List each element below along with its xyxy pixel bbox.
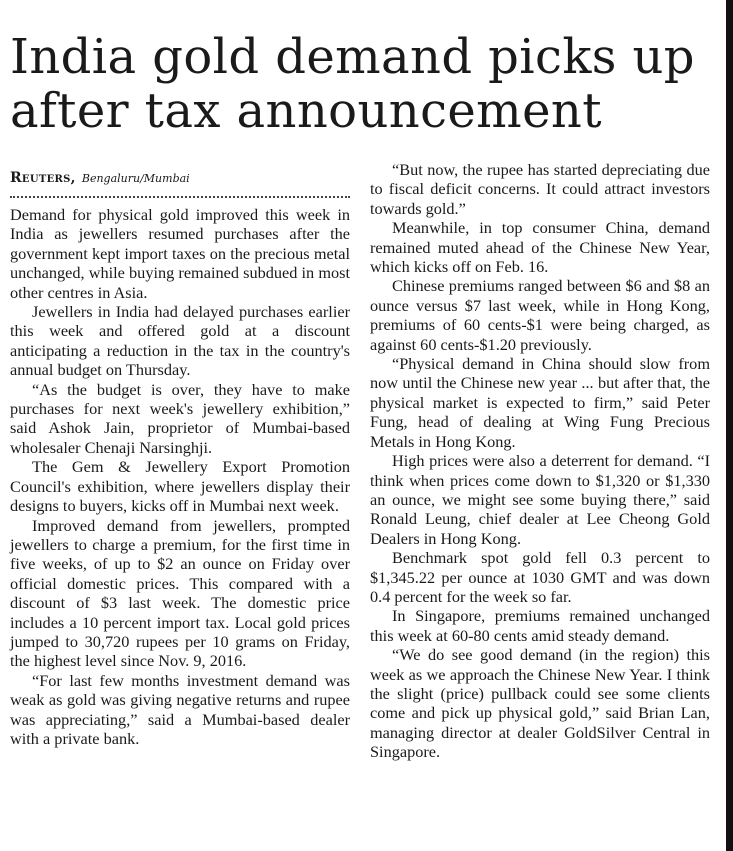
paragraph: Benchmark spot gold fell 0.3 percent to $1,345.22 per ounce at 1030 GMT and was down 0.4 percent for the week so far. <box>370 548 710 606</box>
paragraph: “Physical demand in China should slow from now until the Chinese new year ... but after that, the physical market is expected to firm,” said Peter Fung, head of dealing at Wing Fung Precious Metals in Hong Kong. <box>370 354 710 451</box>
byline <box>10 170 190 187</box>
paragraph: Improved demand from jewellers, prompted jewellers to charge a premium, for the first time in five weeks, of up to $2 an ounce on Friday over official domestic prices. This compared with a discount of $3 last week. The domestic price includes a 10 percent import tax. Local gold prices jumped to 30,720 rupees per 10 grams on Friday, the highest level since Nov. 9, 2016. <box>10 515 350 671</box>
paragraph: Demand for physical gold improved this week in India as jewellers resumed purchases after the government kept import taxes on the precious metal unchanged, while buying remained subdued in most other centres in Asia. <box>10 205 350 302</box>
paragraph: “But now, the rupee has started depreciating due to fiscal deficit concerns. It could attract investors towards gold.” <box>370 160 710 218</box>
page-edge <box>726 0 733 851</box>
paragraph: High prices were also a deterrent for demand. “I think when prices come down to $1,320 or $1,330 an ounce, we might see some buying there,” said Ronald Leung, chief dealer at Lee Cheong Gold Dealers in Hong Kong. <box>370 451 710 548</box>
paragraph: In Singapore, premiums remained unchanged this week at 60-80 cents amid steady demand. <box>370 606 710 645</box>
byline-place: Bengaluru/Mumbai <box>81 172 190 185</box>
paragraph: Chinese premiums ranged between $6 and $8 an ounce versus $7 last week, while in Hong Kong, premiums of 60 cents-$1 were being charged, as against 60 cents-$1.20 previously. <box>370 276 710 354</box>
left-column <box>10 205 350 748</box>
paragraph: Jewellers in India had delayed purchases earlier this week and offered gold at a discount anticipating a reduction in the tax in the country's annual budget on Thursday. <box>10 302 350 380</box>
paragraph: “As the budget is over, they have to make purchases for next week's jewellery exhibition,” said Ashok Jain, proprietor of Mumbai-based wholesaler Chenaji Narsinghji. <box>10 379 350 457</box>
paragraph: The Gem & Jewellery Export Promotion Council's exhibition, where jewellers display their designs to buyers, kicks off in Mumbai next week. <box>10 457 350 516</box>
paragraph: “We do see good demand (in the region) this week as we approach the Chinese New Year. I think the slight (price) pullback could see some clients come and pick up physical gold,” said Brian Lan, managing director at dealer GoldSilver Central in Singapore. <box>370 645 710 762</box>
byline-agency: Reuters, <box>10 170 76 186</box>
headline: India gold demand picks up after tax announcement <box>10 29 695 139</box>
right-column <box>370 160 710 762</box>
paragraph: “For last few months investment demand was weak as gold was giving negative returns and rupee was appreciating,” said a Mumbai-based dealer with a private bank. <box>10 670 350 748</box>
paragraph: Meanwhile, in top consumer China, demand remained muted ahead of the Chinese New Year, which kicks off on Feb. 16. <box>370 218 710 277</box>
dotted-divider <box>10 196 350 198</box>
